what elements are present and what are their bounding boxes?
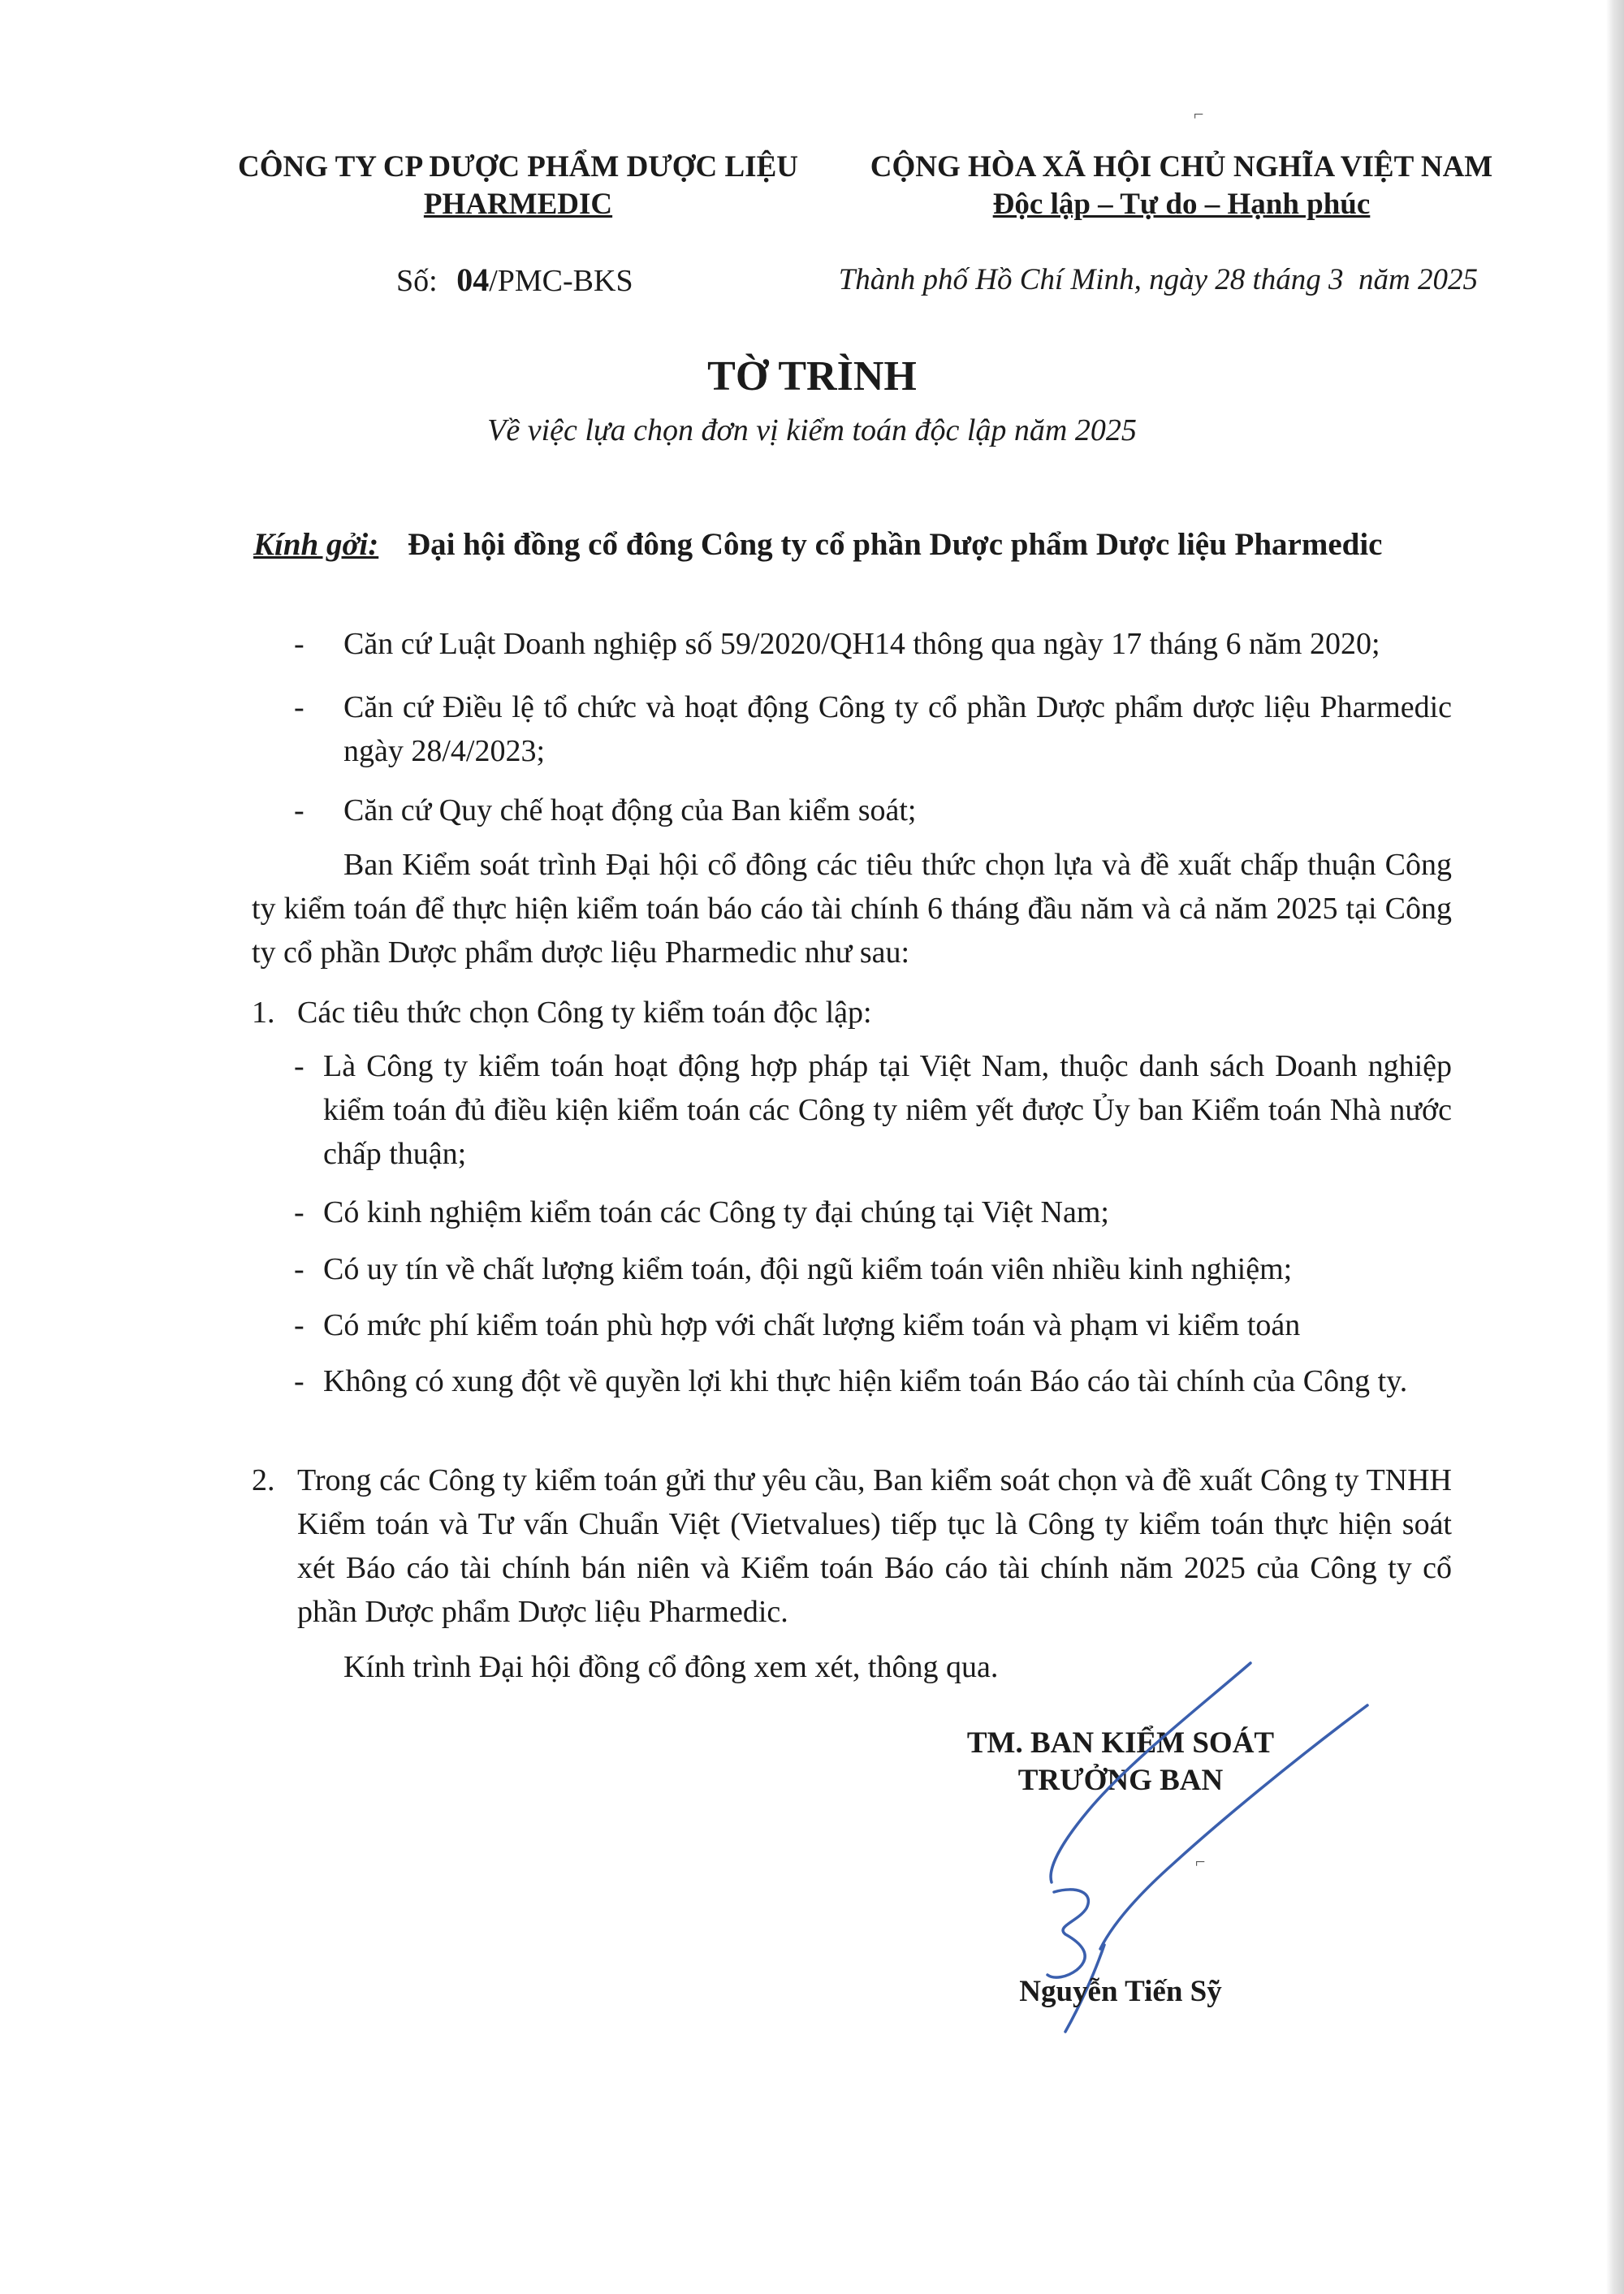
national-motto	[824, 149, 1539, 223]
list-dash: -	[294, 1195, 304, 1229]
section-number: 1.	[252, 996, 275, 1030]
company-line2: PHARMEDIC	[423, 188, 613, 221]
scan-edge-shadow	[1606, 0, 1624, 2294]
document-title: TỜ TRÌNH	[707, 353, 917, 400]
document-subtitle: Về việc lựa chọn đơn vị kiểm toán độc lập năm 2025	[487, 413, 1137, 447]
section-number: 2.	[252, 1463, 275, 1497]
doc-number-label: Số:	[396, 264, 438, 298]
recipient	[253, 524, 1383, 566]
recipient-label: Kính gởi:	[253, 527, 379, 562]
nation-line2: Độc lập – Tự do – Hạnh phúc	[992, 188, 1371, 221]
signature-title-line1: TM. BAN KIỂM SOÁT	[966, 1726, 1275, 1760]
section1-heading: Các tiêu thức chọn Công ty kiểm toán độc lập:	[297, 996, 872, 1030]
signature-title-line2: TRƯỞNG BAN	[1017, 1764, 1224, 1797]
place-date: Thành phố Hồ Chí Minh, ngày 28 tháng 3 năm 2025	[838, 263, 1478, 296]
signer-name: Nguyễn Tiến Sỹ	[1019, 1975, 1222, 2008]
list-dash: -	[294, 1308, 304, 1342]
doc-number-value: 04	[456, 261, 490, 298]
list-dash: -	[294, 793, 304, 827]
basis-item: Căn cứ Quy chế hoạt động của Ban kiểm soát;	[343, 793, 917, 827]
list-dash: -	[294, 1364, 304, 1398]
doc-number	[396, 261, 633, 300]
nation-line1: CỘNG HÒA XÃ HỘI CHỦ NGHĨA VIỆT NAM	[870, 150, 1493, 184]
criterion-item: Là Công ty kiểm toán hoạt động hợp pháp tại Việt Nam, thuộc danh sách Doanh nghiệp kiểm toán đủ điều kiện kiểm toán các Công ty niêm yết được Ủy ban Kiểm toán Nhà nước chấp thuận;	[323, 1049, 1452, 1171]
company-name	[226, 149, 810, 223]
signature-stroke	[1051, 1663, 1250, 1882]
criterion-item: Không có xung đột về quyền lợi khi thực hiện kiểm toán Báo cáo tài chính của Công ty.	[323, 1364, 1408, 1398]
list-dash: -	[294, 627, 304, 661]
criterion-item: Có kinh nghiệm kiểm toán các Công ty đại chúng tại Việt Nam;	[323, 1195, 1109, 1229]
basis-item: Căn cứ Điều lệ tổ chức và hoạt động Công ty cổ phần Dược phẩm dược liệu Pharmedic ngày 28/4/2023;	[343, 690, 1452, 768]
scan-mark: ⌐	[1194, 104, 1204, 124]
scan-mark: ⌐	[1195, 1851, 1206, 1872]
criterion-item: Có uy tín về chất lượng kiểm toán, đội ngũ kiểm toán viên nhiều kinh nghiệm;	[323, 1252, 1293, 1286]
signature-stroke	[1100, 1705, 1367, 1949]
doc-number-suffix: /PMC-BKS	[489, 264, 633, 298]
list-dash: -	[294, 1049, 304, 1083]
section2-paragraph: Trong các Công ty kiểm toán gửi thư yêu cầu, Ban kiểm soát chọn và đề xuất Công ty TNHH Kiểm toán và Tư vấn Chuẩn Việt (Vietvalues) tiếp tục là Công ty kiểm toán thực hiện soát xét Báo cáo tài chính bán niên và Kiểm toán Báo cáo tài chính năm 2025 của Công ty cổ phần Dược phẩm Dược liệu Pharmedic.	[297, 1463, 1452, 1629]
basis-item: Căn cứ Luật Doanh nghiệp số 59/2020/QH14 thông qua ngày 17 tháng 6 năm 2020;	[343, 627, 1380, 661]
recipient-value: Đại hội đồng cổ đông Công ty cổ phần Dược phẩm Dược liệu Pharmedic	[407, 527, 1383, 562]
criterion-item: Có mức phí kiểm toán phù hợp với chất lượng kiểm toán và phạm vi kiểm toán	[323, 1308, 1301, 1342]
list-dash: -	[294, 1252, 304, 1286]
signature-stroke	[1047, 1890, 1088, 1977]
list-dash: -	[294, 690, 304, 724]
company-line1: CÔNG TY CP DƯỢC PHẨM DƯỢC LIỆU	[238, 150, 798, 184]
closing-sentence: Kính trình Đại hội đồng cổ đông xem xét, thông qua.	[343, 1650, 999, 1684]
intro-paragraph: Ban Kiểm soát trình Đại hội cổ đông các tiêu thức chọn lựa và đề xuất chấp thuận Công ty kiểm toán để thực hiện kiểm toán báo cáo tài chính 6 tháng đầu năm và cả năm 2025 tại Công ty cổ phần Dược phẩm dược liệu Pharmedic như sau:	[252, 848, 1452, 970]
